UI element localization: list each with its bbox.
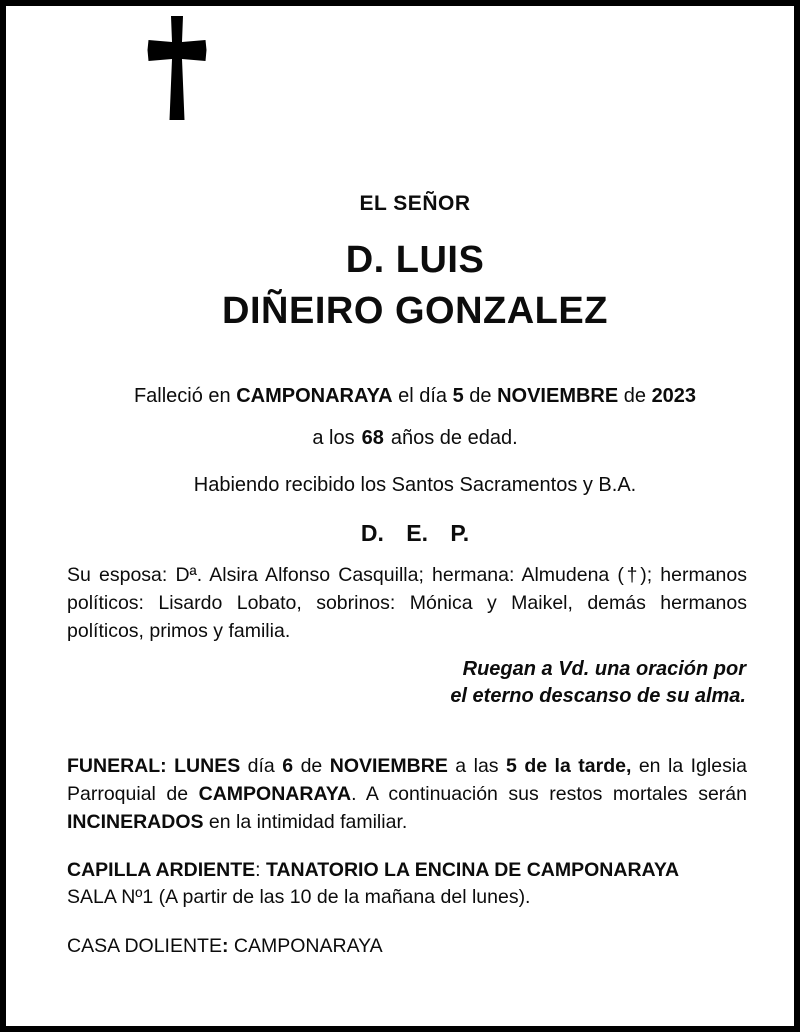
family-paragraph: Su esposa: Dª. Alsira Alfonso Casquilla; hermana: Almudena (†); hermanos políticos: Lisardo Lobato, sobrinos: Mónica y Maikel, demás hermanos políticos, primos y familia. — [67, 564, 747, 642]
funeral-paragraph: FUNERAL: LUNES día 6 de NOVIEMBRE a las 5 de la tarde, en la Iglesia Parroquial de CAMPONARAYA. A continuación sus restos mortales serán INCINERADOS en la intimidad familiar. — [67, 755, 747, 833]
deceased-name-line1: D. LUIS — [345, 239, 485, 281]
wake-room-line: SALA Nº1 (A partir de las 10 de la mañana del lunes). — [67, 886, 531, 908]
wake-section — [67, 857, 747, 911]
mourning-house-line: CASA DOLIENTE: CAMPONARAYA — [67, 935, 383, 957]
sacraments-line: Habiendo recibido los Santos Sacramentos y B.A. — [193, 474, 637, 496]
death-date-line: Falleció en CAMPONARAYA el día 5 de NOVIEMBRE de 2023 — [133, 385, 697, 407]
prayer-line2: el eterno descanso de su alma. — [450, 685, 746, 707]
wake-location-line: CAPILLA ARDIENTE: TANATORIO LA ENCINA DE CAMPONARAYA — [67, 859, 680, 881]
deceased-name-line2: DIÑEIRO GONZALEZ — [222, 290, 608, 332]
age-line: a los 68 años de edad. — [312, 427, 518, 449]
cross-icon — [146, 16, 208, 120]
salutation: EL SEÑOR — [359, 192, 471, 215]
prayer-line1: Ruegan a Vd. una oración por — [462, 658, 746, 680]
dep-line: D. E. P. — [360, 520, 470, 546]
prayer-text — [67, 656, 746, 710]
